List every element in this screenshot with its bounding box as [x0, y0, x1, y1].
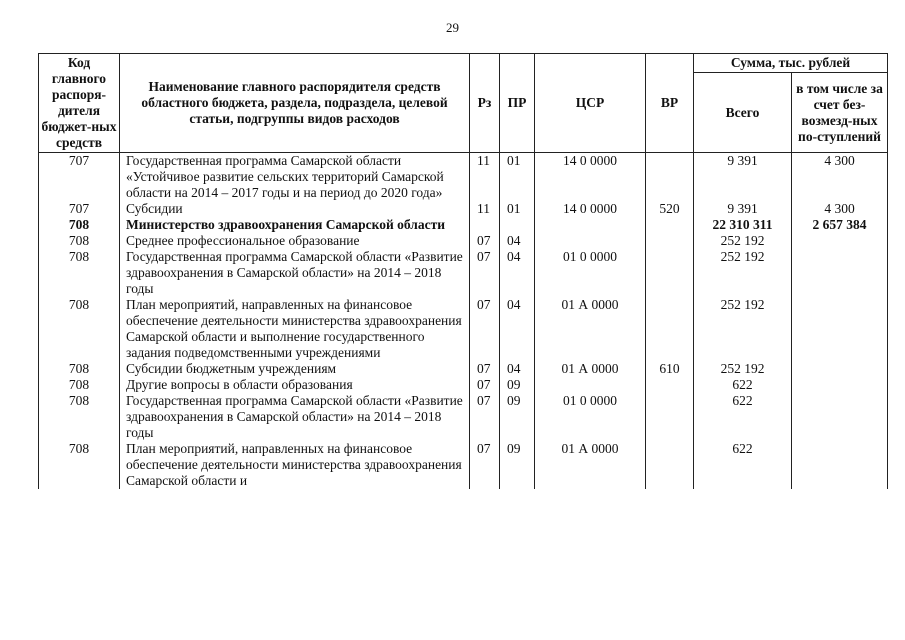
cell-pr: 09 [500, 441, 535, 489]
cell-pr: 09 [500, 377, 535, 393]
cell-vr [646, 233, 694, 249]
cell-total: 9 391 [694, 153, 792, 202]
cell-csr: 14 0 0000 [535, 153, 646, 202]
table-body [39, 153, 888, 490]
cell-code: 707 [39, 201, 120, 217]
header-name: Наименование главного распорядителя средств областного бюджета, раздела, подраздела, целевой статьи, подгруппы видов расходов [120, 54, 470, 153]
cell-code: 708 [39, 217, 120, 233]
header-rz: Рз [470, 54, 500, 153]
cell-free: 4 300 [792, 153, 888, 202]
cell-pr: 04 [500, 233, 535, 249]
cell-pr: 04 [500, 297, 535, 361]
cell-code: 707 [39, 153, 120, 202]
cell-total: 622 [694, 441, 792, 489]
cell-free [792, 393, 888, 441]
cell-name: Государственная программа Самарской области «Развитие здравоохранения в Самарской области» на 2014 – 2018 годы [120, 249, 470, 297]
cell-vr [646, 153, 694, 202]
cell-pr: 01 [500, 153, 535, 202]
cell-csr: 14 0 0000 [535, 201, 646, 217]
cell-csr: 01 0 0000 [535, 393, 646, 441]
cell-free [792, 233, 888, 249]
cell-vr [646, 297, 694, 361]
table-row [39, 217, 888, 233]
header-total: Всего [694, 73, 792, 153]
cell-code: 708 [39, 377, 120, 393]
cell-csr: 01 А 0000 [535, 361, 646, 377]
cell-code: 708 [39, 297, 120, 361]
page-number: 29 [446, 20, 459, 35]
table-row [39, 361, 888, 377]
table-header [39, 54, 888, 153]
cell-total: 252 192 [694, 361, 792, 377]
cell-name: План мероприятий, направленных на финансовое обеспечение деятельности министерства здравоохранения Самарской области и [120, 441, 470, 489]
table-row [39, 441, 888, 489]
cell-total: 252 192 [694, 297, 792, 361]
cell-name: Субсидии [120, 201, 470, 217]
cell-free: 2 657 384 [792, 217, 888, 233]
cell-code: 708 [39, 441, 120, 489]
table-row [39, 153, 888, 202]
cell-vr [646, 441, 694, 489]
cell-rz: 07 [470, 393, 500, 441]
header-code: Код главного распоря-дителя бюджет-ных средств [39, 54, 120, 153]
cell-pr: 09 [500, 393, 535, 441]
header-pr: ПР [500, 54, 535, 153]
cell-total: 252 192 [694, 233, 792, 249]
cell-rz: 11 [470, 201, 500, 217]
cell-free [792, 297, 888, 361]
cell-rz [470, 217, 500, 233]
cell-rz: 07 [470, 297, 500, 361]
cell-vr: 610 [646, 361, 694, 377]
cell-vr: 520 [646, 201, 694, 217]
cell-pr: 04 [500, 361, 535, 377]
cell-name: План мероприятий, направленных на финансовое обеспечение деятельности министерства здравоохранения Самарской области и выполнение государственного задания подведомственными учреждениями [120, 297, 470, 361]
cell-code: 708 [39, 393, 120, 441]
cell-name: Государственная программа Самарской области «Развитие здравоохранения в Самарской области» на 2014 – 2018 годы [120, 393, 470, 441]
cell-vr [646, 377, 694, 393]
cell-name: Государственная программа Самарской области «Устойчивое развитие сельских территорий Самарской области на 2014 – 2017 годы и на период до 2020 года» [120, 153, 470, 202]
header-free: в том числе за счет без-возмезд-ных по-ступлений [792, 73, 888, 153]
cell-vr [646, 393, 694, 441]
cell-name: Министерство здравоохранения Самарской области [120, 217, 470, 233]
cell-free [792, 441, 888, 489]
cell-free: 4 300 [792, 201, 888, 217]
cell-code: 708 [39, 361, 120, 377]
table-row [39, 297, 888, 361]
cell-vr [646, 249, 694, 297]
cell-total: 22 310 311 [694, 217, 792, 233]
header-csr: ЦСР [535, 54, 646, 153]
cell-name: Другие вопросы в области образования [120, 377, 470, 393]
cell-free [792, 377, 888, 393]
cell-free [792, 361, 888, 377]
cell-csr: 01 А 0000 [535, 297, 646, 361]
cell-rz: 07 [470, 361, 500, 377]
cell-csr [535, 377, 646, 393]
cell-code: 708 [39, 249, 120, 297]
cell-total: 252 192 [694, 249, 792, 297]
cell-csr [535, 233, 646, 249]
table-row [39, 377, 888, 393]
cell-rz: 11 [470, 153, 500, 202]
cell-name: Среднее профессиональное образование [120, 233, 470, 249]
cell-rz: 07 [470, 249, 500, 297]
budget-table [38, 53, 888, 489]
cell-total: 622 [694, 393, 792, 441]
cell-name: Субсидии бюджетным учреждениям [120, 361, 470, 377]
cell-pr: 01 [500, 201, 535, 217]
table-row [39, 233, 888, 249]
cell-vr [646, 217, 694, 233]
cell-rz: 07 [470, 441, 500, 489]
table-row [39, 201, 888, 217]
header-vr: ВР [646, 54, 694, 153]
cell-free [792, 249, 888, 297]
cell-csr: 01 0 0000 [535, 249, 646, 297]
table-row [39, 393, 888, 441]
header-sum: Сумма, тыс. рублей [694, 54, 888, 73]
cell-pr [500, 217, 535, 233]
cell-total: 9 391 [694, 201, 792, 217]
cell-csr [535, 217, 646, 233]
cell-code: 708 [39, 233, 120, 249]
cell-rz: 07 [470, 233, 500, 249]
cell-csr: 01 А 0000 [535, 441, 646, 489]
cell-total: 622 [694, 377, 792, 393]
table-row [39, 249, 888, 297]
cell-pr: 04 [500, 249, 535, 297]
cell-rz: 07 [470, 377, 500, 393]
